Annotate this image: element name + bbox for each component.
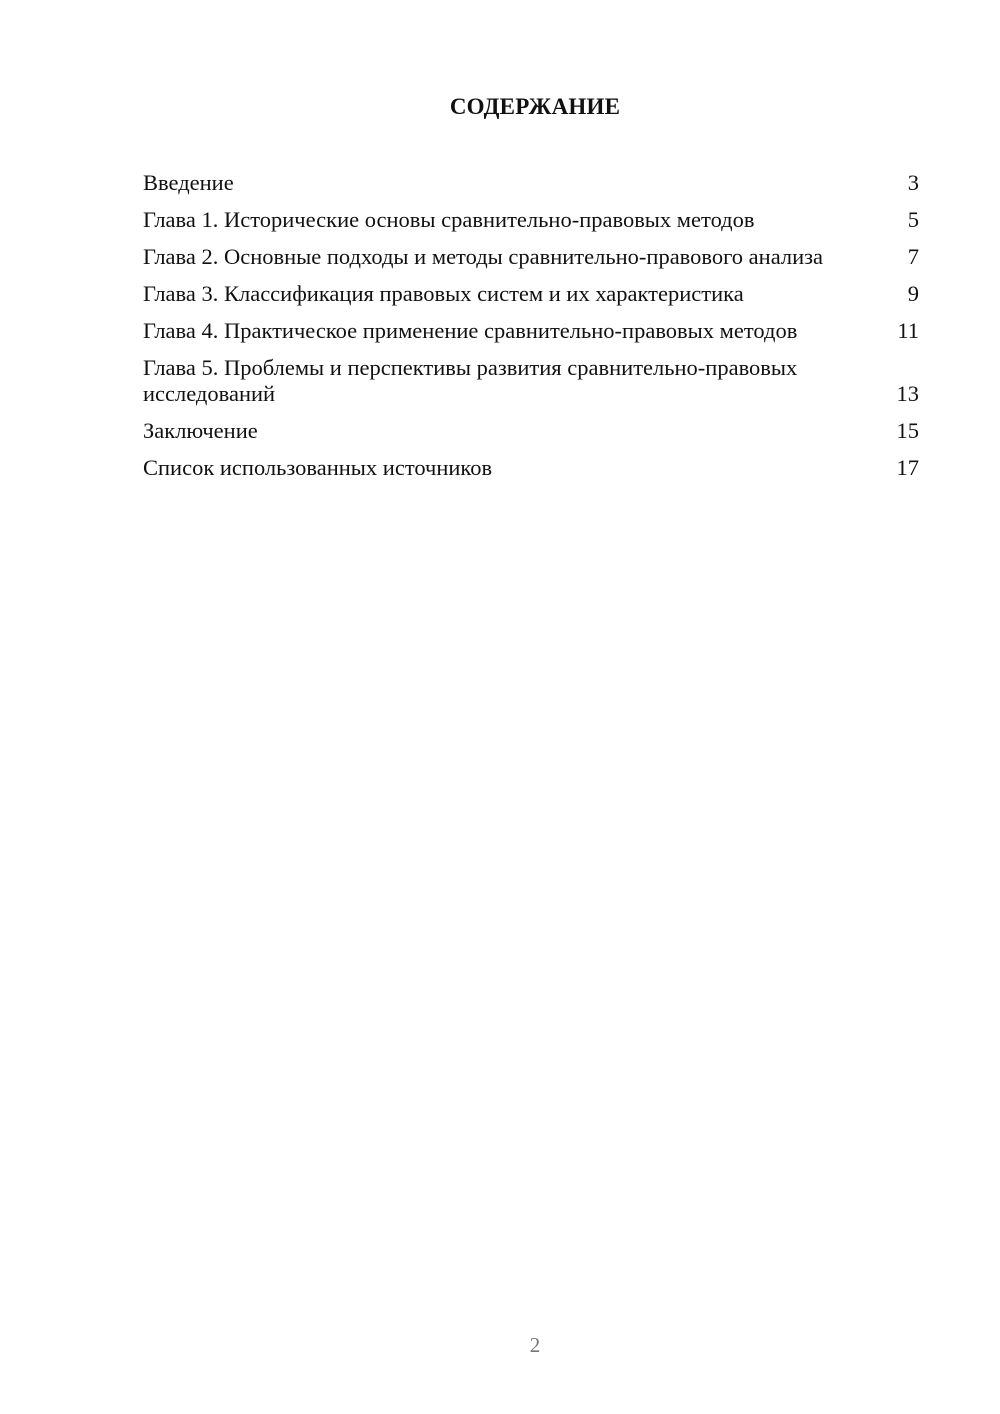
toc-entry-page: 3 [907, 170, 919, 195]
toc-entry-page: 15 [896, 418, 919, 443]
toc-entry-text: Глава 4. Практическое применение сравнительно-правовых методов [143, 318, 798, 343]
toc-entry-text: Введение [143, 170, 234, 195]
toc-entry-page: 9 [907, 281, 919, 306]
toc-entry-page: 11 [897, 318, 919, 343]
table-of-contents [143, 170, 919, 492]
toc-entry-page: 5 [907, 207, 919, 232]
toc-entry-text: Глава 1. Исторические основы сравнительно-правовых методов [143, 207, 755, 232]
toc-entry-references [143, 455, 919, 481]
page-title: СОДЕРЖАНИЕ [449, 94, 621, 119]
toc-entry-conclusion [143, 418, 919, 444]
toc-entry-chapter-2 [143, 244, 919, 270]
page-number: 2 [529, 1333, 541, 1357]
toc-entry-text: Список использованных источников [143, 455, 493, 480]
toc-entry-page: 7 [907, 244, 919, 269]
toc-entry-text: Заключение [143, 418, 258, 443]
toc-entry-chapter-3 [143, 281, 919, 307]
toc-entry-page: 17 [896, 455, 919, 480]
toc-entry-chapter-4 [143, 318, 919, 344]
toc-entry-text: Глава 3. Классификация правовых систем и их характеристика [143, 281, 744, 306]
toc-entry-text: Глава 2. Основные подходы и методы сравнительно-правового анализа [143, 244, 824, 269]
toc-entry-introduction [143, 170, 919, 196]
toc-entry-text: Глава 5. Проблемы и перспективы развития сравнительно-правовых исследований [143, 355, 798, 406]
toc-entry-page: 13 [896, 381, 919, 406]
toc-entry-chapter-1 [143, 207, 919, 233]
toc-entry-chapter-5 [143, 355, 919, 407]
